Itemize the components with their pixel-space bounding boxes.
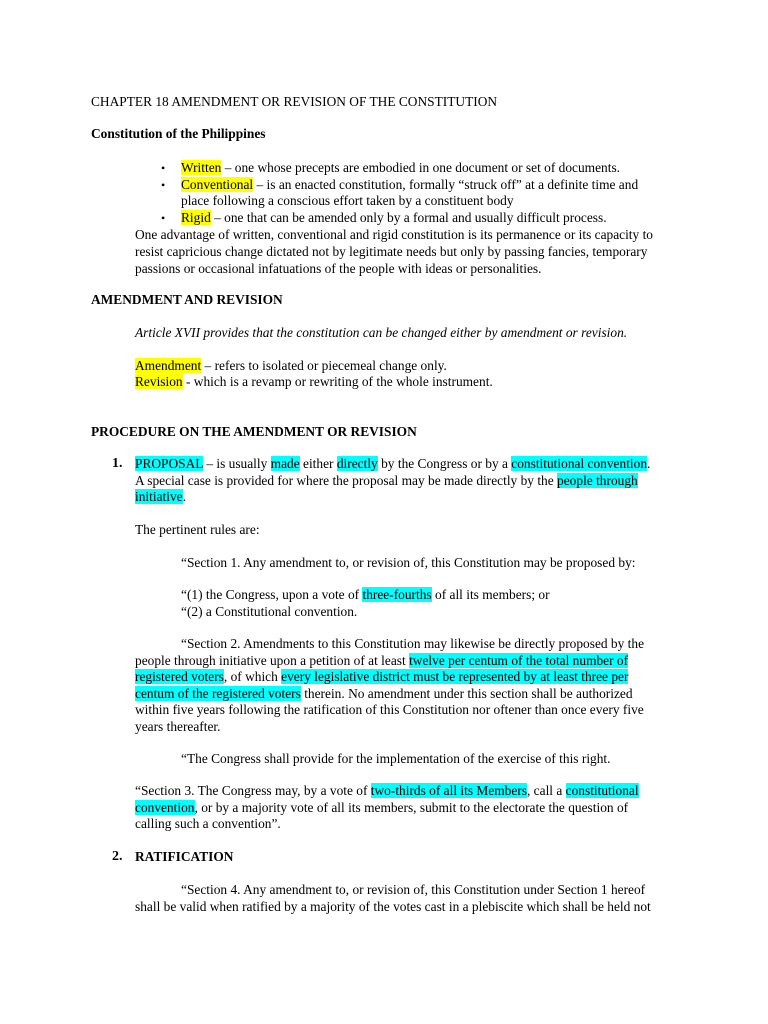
term-written: Written [181, 160, 222, 175]
advantage-line: resist capricious change dictated not by legitimate needs but only by passing fancies, temporary [135, 244, 648, 259]
section-1-item-1: “(1) the Congress, upon a vote of three-fourths of all its members; or [181, 587, 550, 602]
list-number-2: 2. [112, 849, 123, 864]
section-2-line: registered voters, of which every legislative district must be represented by at least three per [135, 669, 629, 684]
section-3-line: calling such a convention”. [135, 816, 281, 831]
term-amendment: Amendment [135, 358, 202, 373]
bullet-marker: • [161, 178, 166, 192]
bullet-rigid: Rigid – one that can be amended only by a formal and usually difficult process. [181, 210, 607, 225]
amendment-heading: AMENDMENT AND REVISION [91, 292, 283, 307]
term-proposal: PROPOSAL [135, 456, 203, 471]
section-2-line: years thereafter. [135, 719, 221, 734]
proposal-line: A special case is provided for where the proposal may be made directly by the people through [135, 473, 638, 488]
section-1: “Section 1. Any amendment to, or revision of, this Constitution may be proposed by: [181, 555, 636, 570]
advantage-line: passions or occasional infatuations of the people with ideas or personalities. [135, 261, 542, 276]
congress-provision: “The Congress shall provide for the implementation of the exercise of this right. [181, 751, 611, 766]
term-conventional: Conventional [181, 177, 254, 192]
term-rigid: Rigid [181, 210, 211, 225]
term-revision: Revision [135, 374, 183, 389]
section-subtitle: Constitution of the Philippines [91, 126, 266, 141]
section-4-line: shall be valid when ratified by a majority of the votes cast in a plebiscite which shall be held not [135, 899, 651, 914]
section-2-line: people through initiative upon a petition of at least twelve per centum of the total number of [135, 653, 629, 668]
section-1-item-2: “(2) a Constitutional convention. [181, 604, 358, 619]
advantage-line: One advantage of written, conventional and rigid constitution is its permanence or its capacity to [135, 227, 653, 242]
bullet-marker: • [161, 211, 166, 225]
section-3-line: “Section 3. The Congress may, by a vote of two-thirds of all its Members, call a constitutional [135, 783, 639, 798]
bullet-conventional: Conventional – is an enacted constitution, formally “struck off” at a definite time and [181, 177, 639, 192]
proposal-line: initiative. [135, 489, 186, 504]
procedure-heading: PROCEDURE ON THE AMENDMENT OR REVISION [91, 424, 417, 439]
article-note: Article XVII provides that the constitution can be changed either by amendment or revision. [135, 325, 628, 340]
def-amendment: Amendment – refers to isolated or piecemeal change only. [135, 358, 447, 373]
bullet-marker: • [161, 161, 166, 175]
def-revision: Revision - which is a revamp or rewriting of the whole instrument. [135, 374, 493, 389]
bullet-written: Written – one whose precepts are embodied in one document or set of documents. [181, 160, 621, 175]
section-2-line: within five years following the ratification of this Constitution nor oftener than once every five [135, 702, 644, 717]
pertinent-rules: The pertinent rules are: [135, 522, 260, 537]
ratification-heading: RATIFICATION [135, 849, 234, 864]
section-2-line: “Section 2. Amendments to this Constitution may likewise be directly proposed by the [181, 636, 645, 651]
proposal-line: PROPOSAL – is usually made either directly by the Congress or by a constitutional convention. [135, 456, 651, 471]
section-2-line: centum of the registered voters therein. No amendment under this section shall be authorized [135, 686, 633, 701]
section-3-line: convention, or by a majority vote of all its members, submit to the electorate the question of [135, 800, 629, 815]
section-4-line: “Section 4. Any amendment to, or revision of, this Constitution under Section 1 hereof [181, 882, 646, 897]
chapter-title: CHAPTER 18 AMENDMENT OR REVISION OF THE CONSTITUTION [91, 94, 498, 109]
bullet-conventional-cont: place following a conscious effort taken by a constituent body [181, 193, 514, 208]
list-number-1: 1. [112, 456, 123, 471]
